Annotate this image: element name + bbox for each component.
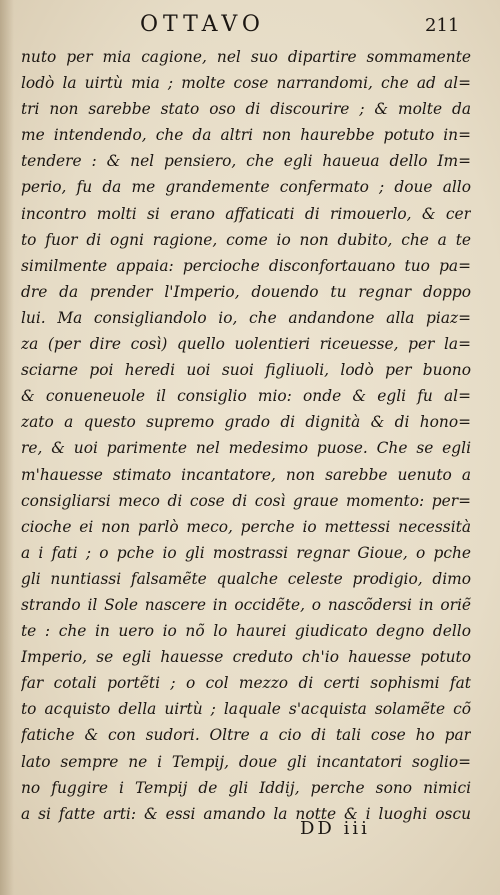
page-header (0, 12, 500, 40)
text-line: me intendendo, che da altri non haurebbe potuto in= (21, 126, 471, 145)
text-line: to acquisto della uirtù ; laquale s'acquista solamẽte cõ (21, 700, 471, 719)
text-line: dre da prender l'Imperio, douendo tu regnar doppo (21, 282, 471, 301)
text-line: incontro molti si erano affaticati di rimouerlo, & cer (21, 204, 471, 223)
text-line: similmente appaia: percioche disconfortauano tuo pa= (21, 256, 471, 275)
page-footer (0, 818, 500, 844)
text-line: m'hauesse stimato incantatore, non sarebbe uenuto a (21, 465, 471, 484)
text-line: to fuor di ogni ragione, come io non dubito, che a te (21, 230, 471, 249)
text-line: consigliarsi meco di cose di così graue momento: per= (21, 491, 471, 510)
text-line: & conueneuole il consiglio mio: onde & egli fu al= (21, 387, 471, 406)
text-line: tri non sarebbe stato oso di discourire ; & molte da (21, 100, 471, 119)
page-gutter-shadow (0, 0, 14, 895)
text-line: tendere : & nel pensiero, che egli haueua dello Im= (21, 152, 471, 171)
text-line: perio, fu da me grandemente confermato ; doue allo (21, 178, 471, 197)
text-line: cioche ei non parlò meco, perche io mettessi necessità (21, 517, 471, 536)
text-line: lato sempre ne i Tempij, doue gli incantatori soglio= (21, 752, 471, 771)
text-line: te : che in uero io nõ lo haurei giudicato degno dello (21, 622, 471, 641)
text-line: zato a questo supremo grado di dignità & di hono= (21, 413, 471, 432)
page-number: 211 (425, 15, 460, 36)
text-line: strando il Sole nascere in occidẽte, o nascõdersi in oriẽ (21, 595, 471, 614)
body-text (21, 44, 471, 827)
text-line: gli nuntiassi falsamẽte qualche celeste prodigio, dimo (21, 569, 471, 588)
text-line: no fuggire i Tempij de gli Iddij, perche sono nimici (21, 778, 471, 797)
text-line: lodò la uirtù mia ; molte cose narrandomi, che ad al= (21, 74, 471, 93)
text-line: za (per dire così) quello uolentieri riceuesse, per la= (21, 335, 471, 354)
text-line: sciarne poi heredi uoi suoi figliuoli, lodò per buono (21, 361, 471, 380)
text-line: lui. Ma consigliandolo io, che andandone alla piaz= (21, 308, 471, 327)
text-line: Imperio, se egli hauesse creduto ch'io hauesse potuto (21, 648, 471, 667)
text-line: re, & uoi parimente nel medesimo puose. Che se egli (21, 439, 471, 458)
signature-mark: DD iii (300, 818, 370, 839)
text-line: a i fati ; o pche io gli mostrassi regnar Gioue, o pche (21, 543, 471, 562)
running-title: OTTAVO (140, 12, 265, 37)
text-line: far cotali portẽti ; o col mezzo di certi sophismi fat (21, 674, 471, 693)
text-line: fatiche & con sudori. Oltre a cio di tali cose ho par (21, 726, 471, 745)
text-line: nuto per mia cagione, nel suo dipartire sommamente (21, 48, 471, 66)
text-line: a si fatte arti: & essi amando la notte & i luoghi oscu (21, 804, 471, 823)
